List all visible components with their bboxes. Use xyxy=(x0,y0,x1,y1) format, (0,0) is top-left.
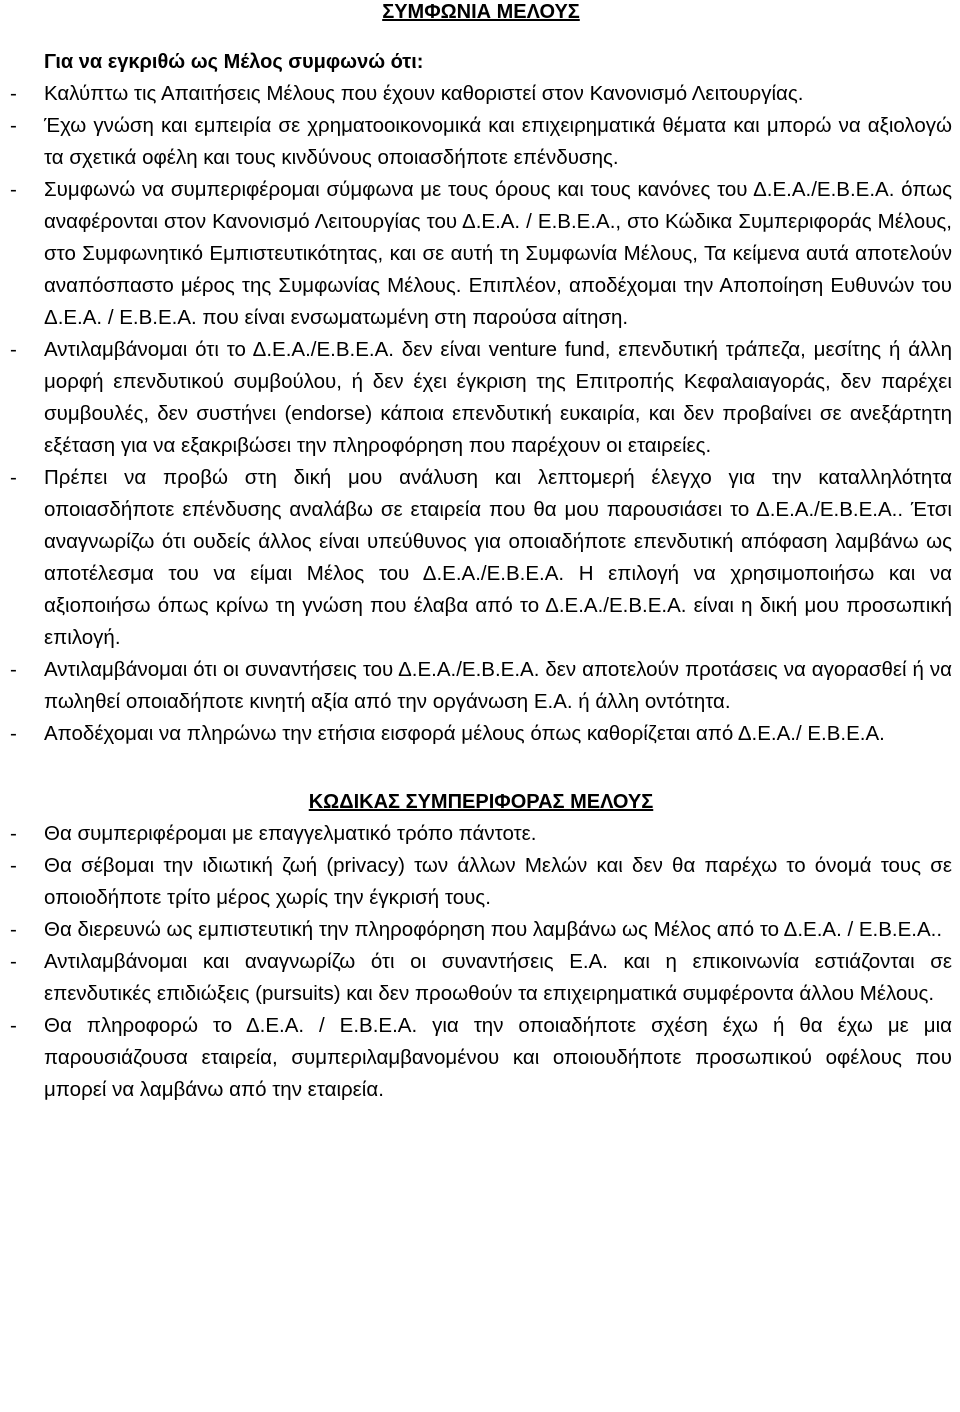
list-item-text: Συμφωνώ να συμπεριφέρομαι σύμφωνα με τους όρους και τους κανόνες του Δ.Ε.Α./Ε.Β.Ε.Α. όπως αναφέρονται στον Κανονισμό Λειτουργίας του Δ.Ε.Α. / Ε.Β.Ε.Α., στο Κώδικα Συμπεριφοράς Μέλους, στο Συμφωνητικό Εμπιστευτικότητας, και σε αυτή τη Συμφωνία Μέλους, Τα κείμενα αυτά αποτελούν αναπόσπαστο μέρος της Συμφωνίας Μέλους. Επιπλέον, αποδέχομαι την Αποποίηση Ευθυνών του Δ.Ε.Α. / Ε.Β.Ε.Α. που είναι ενσωματωμένη στη παρούσα αίτηση. xyxy=(44,178,952,329)
list-item-text: Θα διερευνώ ως εμπιστευτική την πληροφόρηση που λαμβάνω ως Μέλος από το Δ.Ε.Α. / Ε.Β.Ε.Α.. xyxy=(44,918,943,941)
bullet-dash: - xyxy=(10,822,17,845)
code-of-conduct-list xyxy=(10,818,952,1106)
list-item-text: Θα συμπεριφέρομαι με επαγγελματικό τρόπο πάντοτε. xyxy=(44,822,537,845)
code-of-conduct-title: ΚΩΔΙΚΑΣ ΣΥΜΠΕΡΙΦΟΡΑΣ ΜΕΛΟΥΣ xyxy=(308,791,654,813)
approval-heading: Για να εγκριθώ ως Μέλος συμφωνώ ότι: xyxy=(44,51,424,73)
list-item-text: Έχω γνώση και εμπειρία σε χρηματοοικονομικά και επιχειρηματικά θέματα και μπορώ να αξιολογώ τα σχετικά οφέλη και τους κινδύνους οποιασδήποτε επένδυσης. xyxy=(44,114,952,169)
bullet-dash: - xyxy=(10,854,17,877)
bullet-dash: - xyxy=(10,114,17,137)
bullet-dash: - xyxy=(10,466,17,489)
list-item-text: Αντιλαμβάνομαι ότι το Δ.Ε.Α./Ε.Β.Ε.Α. δεν είναι venture fund, επενδυτική τράπεζα, μεσίτης ή άλλη μορφή επενδυτικού συμβούλου, ή δεν έχει έγκριση της Επιτροπής Κεφαλαιαγοράς, δεν παρέχει συμβουλές, δεν συστήνει (endorse) κάποια επενδυτική ευκαιρία, και δεν προβαίνει σε ανεξάρτητη εξέταση για να εξακριβώσει την πληροφόρηση που παρέχουν οι εταιρείες. xyxy=(44,338,952,457)
bullet-dash: - xyxy=(10,338,17,361)
agreement-list xyxy=(10,78,952,750)
list-item xyxy=(10,174,952,334)
list-item xyxy=(10,110,952,174)
list-item xyxy=(10,946,952,1010)
bullet-dash: - xyxy=(10,918,17,941)
list-item xyxy=(10,654,952,718)
list-item-text: Αντιλαμβάνομαι και αναγνωρίζω ότι οι συναντήσεις Ε.Α. και η επικοινωνία εστιάζονται σε επενδυτικές επιδιώξεις (pursuits) και δεν προωθούν τα επιχειρηματικά συμφέροντα άλλου Μέλους. xyxy=(44,950,952,1005)
list-item-text: Αντιλαμβάνομαι ότι οι συναντήσεις του Δ.Ε.Α./Ε.Β.Ε.Α. δεν αποτελούν προτάσεις να αγορασθεί ή να πωληθεί οποιαδήποτε κινητή αξία από την οργάνωση Ε.Α. ή άλλη οντότητα. xyxy=(44,658,952,713)
bullet-dash: - xyxy=(10,658,17,681)
list-item xyxy=(10,818,952,850)
list-item xyxy=(10,914,952,946)
list-item xyxy=(10,1010,952,1106)
document-title: ΣΥΜΦΩΝΙΑ ΜΕΛΟΥΣ xyxy=(382,1,580,23)
list-item xyxy=(10,334,952,462)
list-item xyxy=(10,850,952,914)
bullet-dash: - xyxy=(10,722,17,745)
list-item xyxy=(10,462,952,654)
list-item-text: Θα πληροφορώ το Δ.Ε.Α. / Ε.Β.Ε.Α. για την οποιαδήποτε σχέση έχω ή θα έχω με μια παρουσιάζουσα εταιρεία, συμπεριλαμβανομένου και οποιουδήποτε προσωπικού οφέλους που μπορεί να λαμβάνω από την εταιρεία. xyxy=(44,1014,952,1101)
bullet-dash: - xyxy=(10,1014,17,1037)
bullet-dash: - xyxy=(10,82,17,105)
list-item-text: Θα σέβομαι την ιδιωτική ζωή (privacy) των άλλων Μελών και δεν θα παρέχω το όνομά τους σε οποιοδήποτε τρίτο μέρος χωρίς την έγκρισή τους. xyxy=(44,854,952,909)
list-item xyxy=(10,718,952,750)
list-item-text: Αποδέχομαι να πληρώνω την ετήσια εισφορά μέλους όπως καθορίζεται από Δ.Ε.Α./ Ε.Β.Ε.Α. xyxy=(44,722,885,745)
list-item-text: Καλύπτω τις Απαιτήσεις Μέλους που έχουν καθοριστεί στον Κανονισμό Λειτουργίας. xyxy=(44,82,804,105)
bullet-dash: - xyxy=(10,950,17,973)
bullet-dash: - xyxy=(10,178,17,201)
list-item-text: Πρέπει να προβώ στη δική μου ανάλυση και λεπτομερή έλεγχο για την καταλληλότητα οποιασδήποτε επένδυσης αναλάβω σε εταιρεία που θα μου παρουσιάσει το Δ.Ε.Α./Ε.Β.Ε.Α.. Έτσι αναγνωρίζω ότι ουδείς άλλος είναι υπεύθυνος για οποιαδήποτε επενδυτική απόφαση λαμβάνω ως αποτέλεσμα του να είμαι Μέλος του Δ.Ε.Α./Ε.Β.Ε.Α. Η επιλογή να χρησιμοποιήσω και να αξιοποιήσω όπως κρίνω τη γνώση που έλαβα από το Δ.Ε.Α./Ε.Β.Ε.Α. είναι η δική μου προσωπική επιλογή. xyxy=(44,466,952,649)
list-item xyxy=(10,78,952,110)
